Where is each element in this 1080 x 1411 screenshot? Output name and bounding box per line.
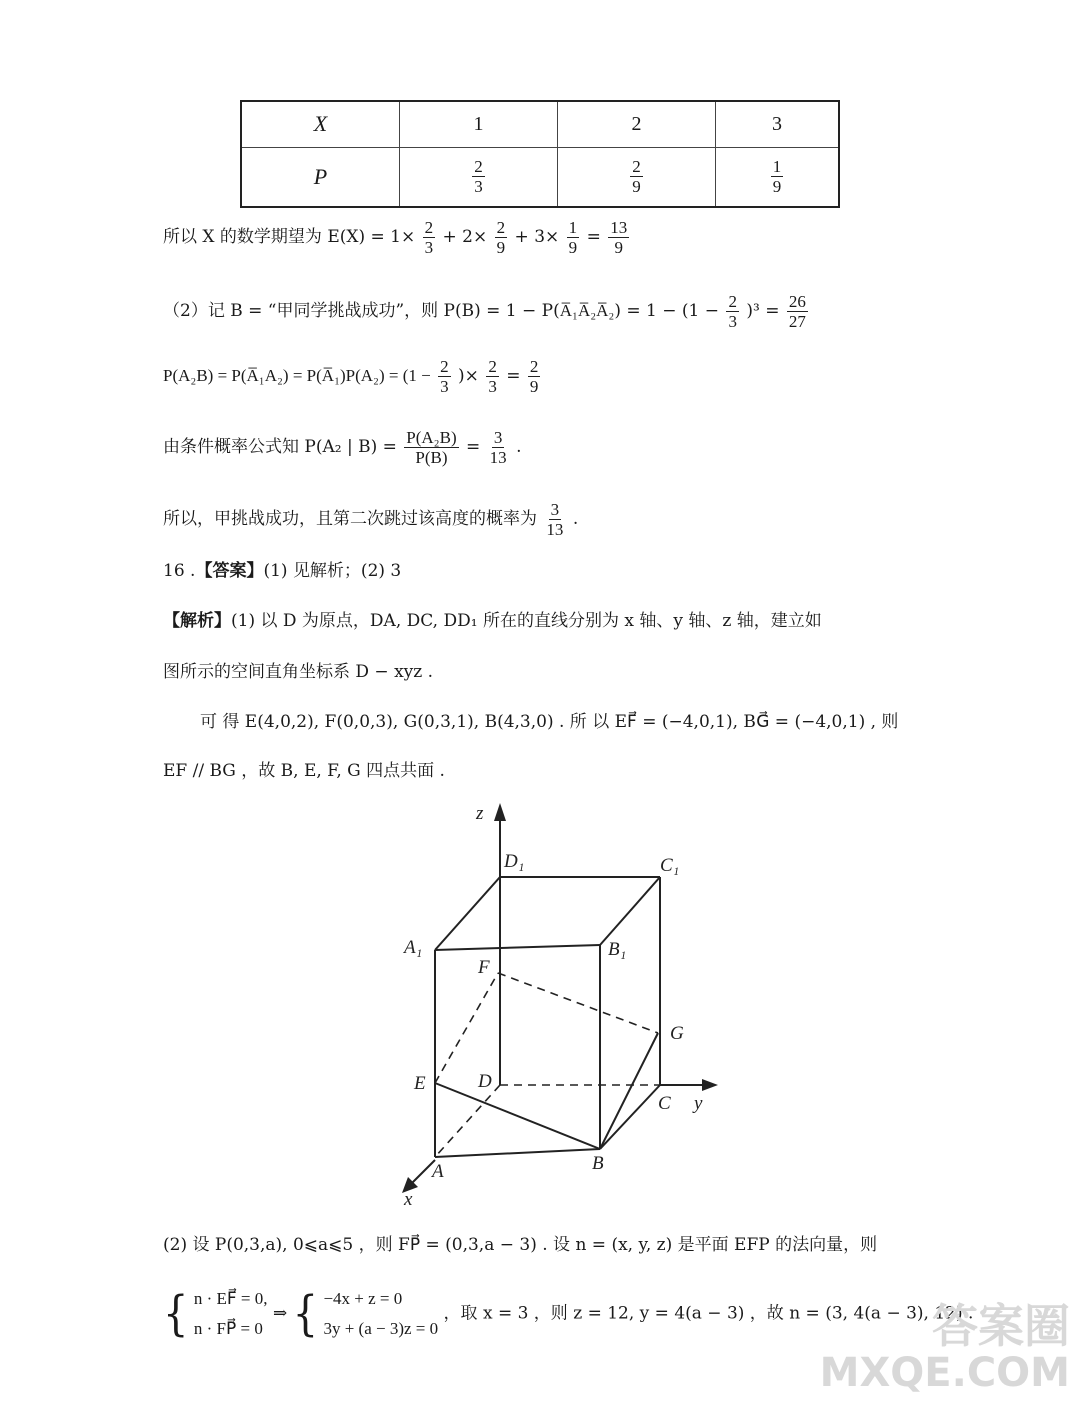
- part2-line: （2）记 B = “甲同学挑战成功”，则 P(B) = 1 − P(A̅₁A̅₂A̅₂) = 1 − (1 − $\frac{2}{3}$ )³ = $\frac{26}{27}$: [163, 292, 806, 331]
- conditional-line: 由条件概率公式知 P(A₂ | B) = $\frac{\text{P(A₂B)}}{P(B)}$ = $\frac{3}{13}$ .: [163, 428, 522, 467]
- distribution-table: [240, 100, 840, 208]
- table-cell: $\frac{2}{3}$: [400, 147, 558, 207]
- label-f: F: [478, 957, 490, 978]
- label-a1: A₁: [404, 937, 423, 958]
- table-cell: 3: [716, 101, 840, 147]
- label-a: A: [432, 1161, 444, 1182]
- q16-answer-line: 16 .【答案】(1) 见解析；(2) 3: [163, 561, 402, 581]
- label-x: x: [404, 1189, 413, 1210]
- label-e: E: [414, 1073, 426, 1094]
- analysis-line-3: 可 得 E(4,0,2), F(0,0,3), G(0,3,1), B(4,3,0) . 所 以 EF⃗ = (−4,0,1), BG⃗ = (−4,0,1) , 则: [200, 712, 899, 732]
- table-header-p: P: [241, 147, 400, 207]
- cube-figure: [390, 795, 730, 1215]
- watermark-url: MXQE.COM: [819, 1350, 1070, 1396]
- label-c: C: [658, 1093, 671, 1114]
- analysis-line-1: 【解析】(1) 以 D 为原点，DA, DC, DD₁ 所在的直线分别为 x 轴、y 轴、z 轴，建立如: [163, 611, 822, 631]
- pa2b-line: P(A₂B) = P(A̅₁A₂) = P(A̅₁)P(A₂) = (1 − $\frac{2}{3}$ )× $\frac{2}{3}$ = $\frac{2}{9}$: [163, 357, 539, 396]
- analysis-line-4: EF // BG ，故 B, E, F, G 四点共面 .: [163, 761, 445, 781]
- label-y: y: [694, 1093, 703, 1114]
- label-c1: C₁: [660, 855, 680, 876]
- expectation-line: 所以 X 的数学期望为 E(X) = 1× $\frac{2}{3}$ + 2× $\frac{2}{9}$ + 3× $\frac{1}{9}$ = $\frac{13}{9}$: [163, 218, 628, 257]
- table-cell: $\frac{2}{9}$: [558, 147, 716, 207]
- table-cell: $\frac{1}{9}$: [716, 147, 840, 207]
- label-b1: B₁: [608, 939, 627, 960]
- label-z: z: [476, 803, 484, 824]
- label-b: B: [592, 1153, 604, 1174]
- table-cell: 1: [400, 101, 558, 147]
- analysis-line-2: 图所示的空间直角坐标系 D − xyz .: [163, 662, 434, 682]
- label-d: D: [478, 1071, 492, 1092]
- conclusion-line: 所以，甲挑战成功，且第二次跳过该高度的概率为 $\frac{3}{13}$ .: [163, 500, 579, 539]
- watermark-logo: 答案圈: [932, 1299, 1070, 1353]
- label-g: G: [670, 1023, 684, 1044]
- label-d1: D₁: [504, 851, 525, 872]
- part2b-system: { n · EF⃗ = 0, n · FP⃗ = 0 ⇒ { −4x + z = 0 3y + (a − 3)z = 0 ，取 x = 3 ，则 z = 12, y = 4(a − 3) ，故 n = (3, 4(a − 3), 12) .: [163, 1286, 974, 1342]
- part2b-line-1: (2) 设 P(0,3,a), 0⩽a⩽5 ，则 FP⃗ = (0,3,a − 3) . 设 n = (x, y, z) 是平面 EFP 的法向量，则: [163, 1235, 878, 1255]
- table-header-x: X: [241, 101, 400, 147]
- table-cell: 2: [558, 101, 716, 147]
